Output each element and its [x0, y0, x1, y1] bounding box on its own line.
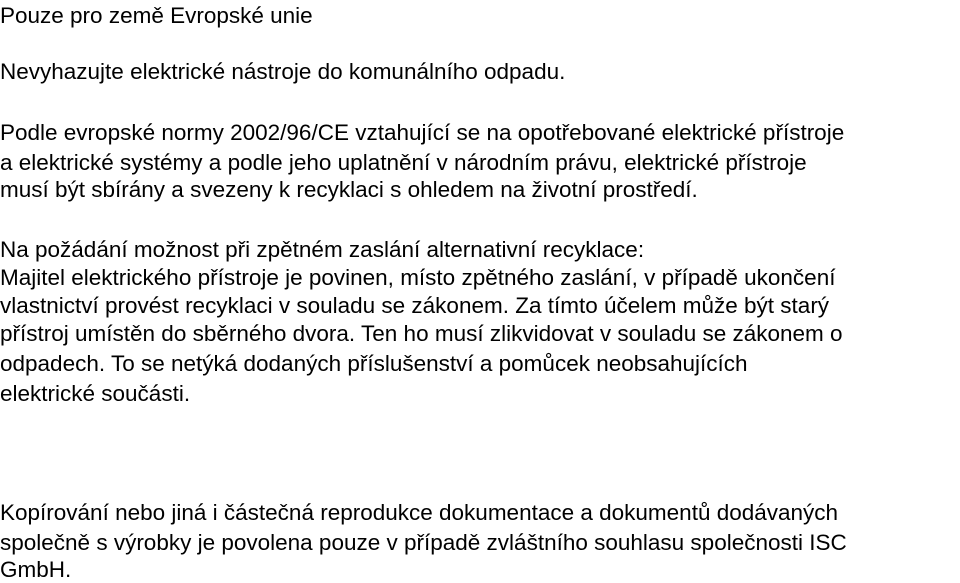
recycling-line-3: vlastnictví provést recyklaci v souladu se zákonem. Za tímto účelem může být starý — [0, 293, 830, 318]
directive-line-1: Podle evropské normy 2002/96/CE vztahující se na opotřebované elektrické přístroje — [0, 120, 845, 145]
directive-line-3: musí být sbírány a svezeny k recyklaci s ohledem na životní prostředí. — [0, 177, 698, 202]
notice: Nevyhazujte elektrické nástroje do komunálního odpadu. — [0, 59, 566, 84]
directive-line-2: a elektrické systémy a podle jeho uplatnění v národním právu, elektrické přístroje — [0, 150, 807, 175]
copyright-line-3: GmbH. — [0, 557, 72, 582]
copyright-line-2: společně s výrobky je povolena pouze v případě zvláštního souhlasu společnosti ISC — [0, 530, 847, 555]
recycling-line-2: Majitel elektrického přístroje je povinen, místo zpětného zaslání, v případě ukončení — [0, 265, 836, 290]
recycling-line-6: elektrické součásti. — [0, 381, 191, 406]
copyright-line-1: Kopírování nebo jiná i částečná reprodukce dokumentace a dokumentů dodávaných — [0, 500, 839, 525]
heading: Pouze pro země Evropské unie — [0, 3, 313, 28]
recycling-line-4: přístroj umístěn do sběrného dvora. Ten ho musí zlikvidovat v souladu se zákonem o — [0, 321, 843, 346]
recycling-line-5: odpadech. To se netýká dodaných příslušenství a pomůcek neobsahujících — [0, 351, 748, 376]
recycling-line-1: Na požádání možnost při zpětném zaslání alternativní recyklace: — [0, 237, 645, 262]
